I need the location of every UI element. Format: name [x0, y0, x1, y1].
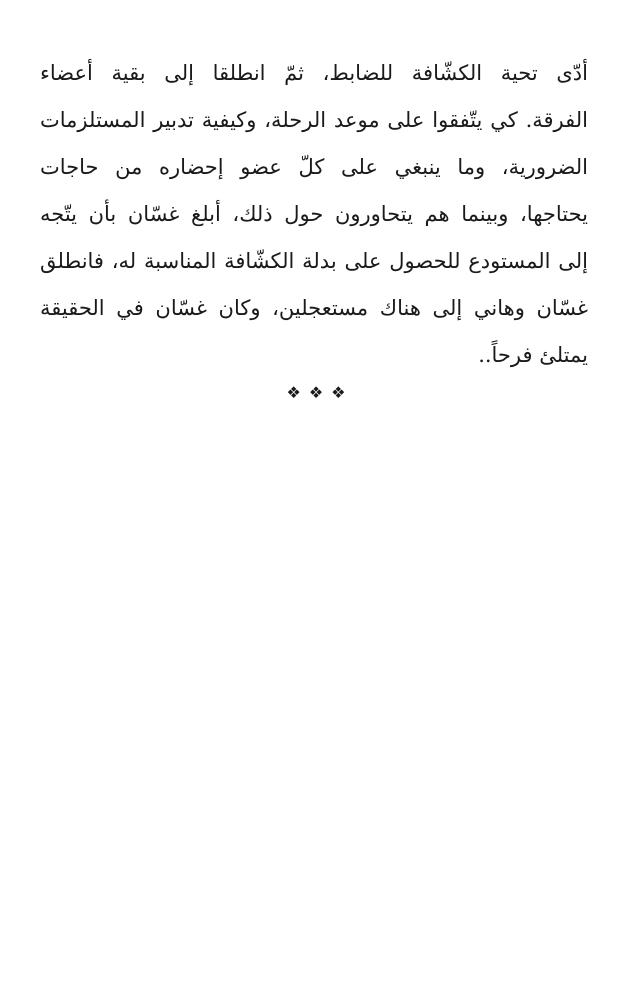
- text-line: الفرقة. كي يتّفقوا على موعد الرحلة، وكيفية تدبير المستلزمات: [40, 108, 588, 132]
- text-line: غسّان وهاني إلى هناك مستعجلين، وكان غسّان في الحقيقة: [40, 296, 588, 320]
- text-line: إلى المستودع للحصول على بدلة الكشّافة المناسبة له، فانطلق: [40, 249, 588, 273]
- section-divider-ornament: ❖❖❖: [286, 383, 354, 402]
- text-line: أدّى تحية الكشّافة للضابط، ثمّ انطلقا إلى بقية أعضاء: [40, 61, 588, 85]
- text-line: يحتاجها، وبينما هم يتحاورون حول ذلك، أبلغ غسّان بأن يتّجه: [40, 202, 588, 226]
- text-line-last: يمتلئ فرحاً..: [478, 343, 588, 367]
- paragraph: [40, 50, 588, 379]
- text-line: الضرورية، وما ينبغي على كلّ عضو إحضاره من حاجات: [40, 155, 588, 179]
